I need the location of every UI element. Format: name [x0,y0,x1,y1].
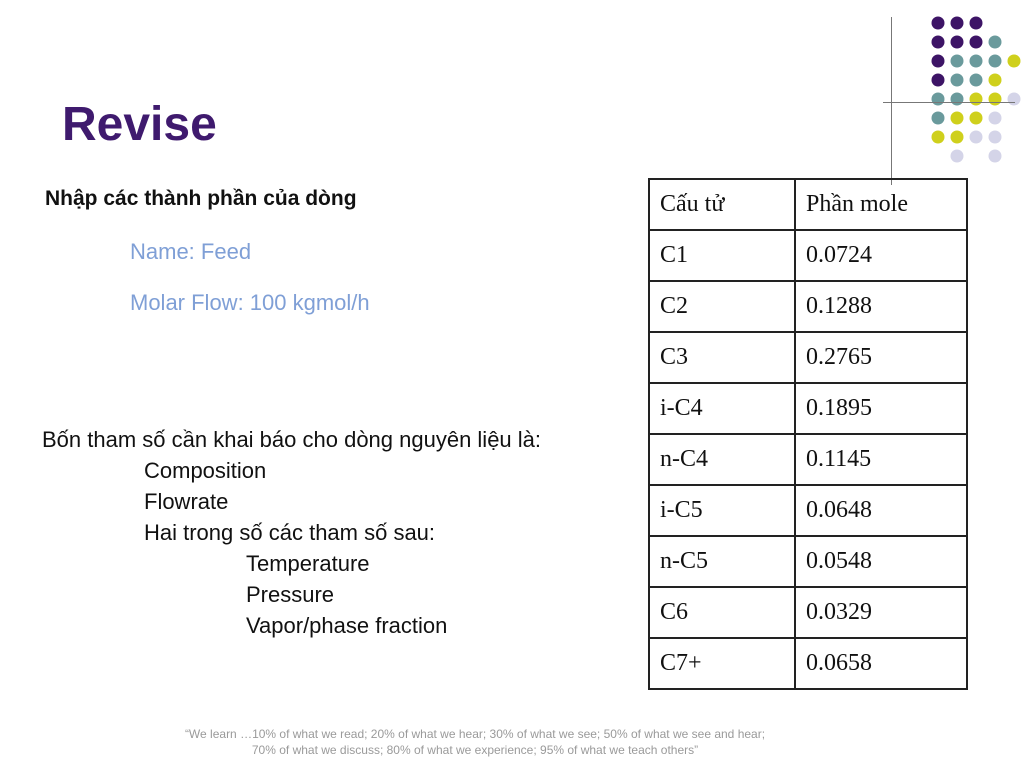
yellow-dot [932,131,945,144]
yellow-dot [951,131,964,144]
param-composition: Composition [144,458,267,483]
molar-flow-text: Molar Flow: 100 kgmol/h [130,290,370,315]
component-cell: C7+ [649,638,795,689]
table-row [649,281,967,332]
param-vapor-fraction: Vapor/phase fraction [246,613,448,638]
component-cell: C6 [649,587,795,638]
stream-name-text: Name: Feed [130,239,252,264]
teal-dot [951,74,964,87]
parameter-intro: Bốn tham số cần khai báo cho dòng nguyên liệu là: [42,427,542,452]
purple-dot [951,36,964,49]
table-row [649,332,967,383]
component-cell: n-C4 [649,434,795,485]
purple-dot [932,36,945,49]
table-row [649,230,967,281]
mole-fraction-cell: 0.2765 [795,332,967,383]
mole-fraction-cell: 0.1288 [795,281,967,332]
footer-quote [120,726,830,758]
yellow-dot [951,112,964,125]
yellow-dot [970,112,983,125]
teal-dot [989,36,1002,49]
section-heading: Nhập các thành phần của dòng [45,187,357,210]
header-component: Cấu tử [649,179,795,230]
table-row [649,485,967,536]
purple-dot [932,17,945,30]
lavender-dot [989,131,1002,144]
mole-fraction-cell: 0.0658 [795,638,967,689]
lavender-dot [951,150,964,163]
component-cell: C1 [649,230,795,281]
component-cell: C2 [649,281,795,332]
teal-dot [970,74,983,87]
param-pressure: Pressure [246,582,335,607]
purple-dot [932,55,945,68]
yellow-dot [989,93,1002,106]
table-row [649,587,967,638]
yellow-dot [1008,55,1021,68]
yellow-dot [970,93,983,106]
table-header-row [649,179,967,230]
teal-dot [951,55,964,68]
lavender-dot [989,112,1002,125]
mole-fraction-cell: 0.0329 [795,587,967,638]
yellow-dot [989,74,1002,87]
component-cell: i-C5 [649,485,795,536]
lavender-dot [970,131,983,144]
mole-fraction-cell: 0.1145 [795,434,967,485]
composition-table [648,178,968,690]
mole-fraction-cell: 0.0648 [795,485,967,536]
table-row [649,536,967,587]
header-mole-fraction: Phần mole [795,179,967,230]
param-two-of: Hai trong số các tham số sau: [144,520,436,545]
decorative-vertical-line [891,17,892,185]
component-cell: C3 [649,332,795,383]
purple-dot [932,74,945,87]
slide-title: Revise [62,98,217,151]
lavender-dot [989,150,1002,163]
param-temperature: Temperature [246,551,370,576]
teal-dot [989,55,1002,68]
teal-dot [932,93,945,106]
mole-fraction-cell: 0.0724 [795,230,967,281]
param-flowrate: Flowrate [144,489,229,514]
component-cell: i-C4 [649,383,795,434]
decorative-horizontal-line [883,102,1015,103]
purple-dot [970,17,983,30]
purple-dot [951,17,964,30]
mole-fraction-cell: 0.0548 [795,536,967,587]
lavender-dot [1008,93,1021,106]
table-row [649,383,967,434]
footer-quote-line-1: “We learn …10% of what we read; 20% of what we hear; 30% of what we see; 50% of what we see and hear; [184,727,766,741]
teal-dot [970,55,983,68]
mole-fraction-cell: 0.1895 [795,383,967,434]
teal-dot [951,93,964,106]
purple-dot [970,36,983,49]
table-row [649,638,967,689]
footer-quote-line-2: 70% of what we discuss; 80% of what we experience; 95% of what we teach others” [251,743,699,757]
component-cell: n-C5 [649,536,795,587]
table-row [649,434,967,485]
teal-dot [932,112,945,125]
